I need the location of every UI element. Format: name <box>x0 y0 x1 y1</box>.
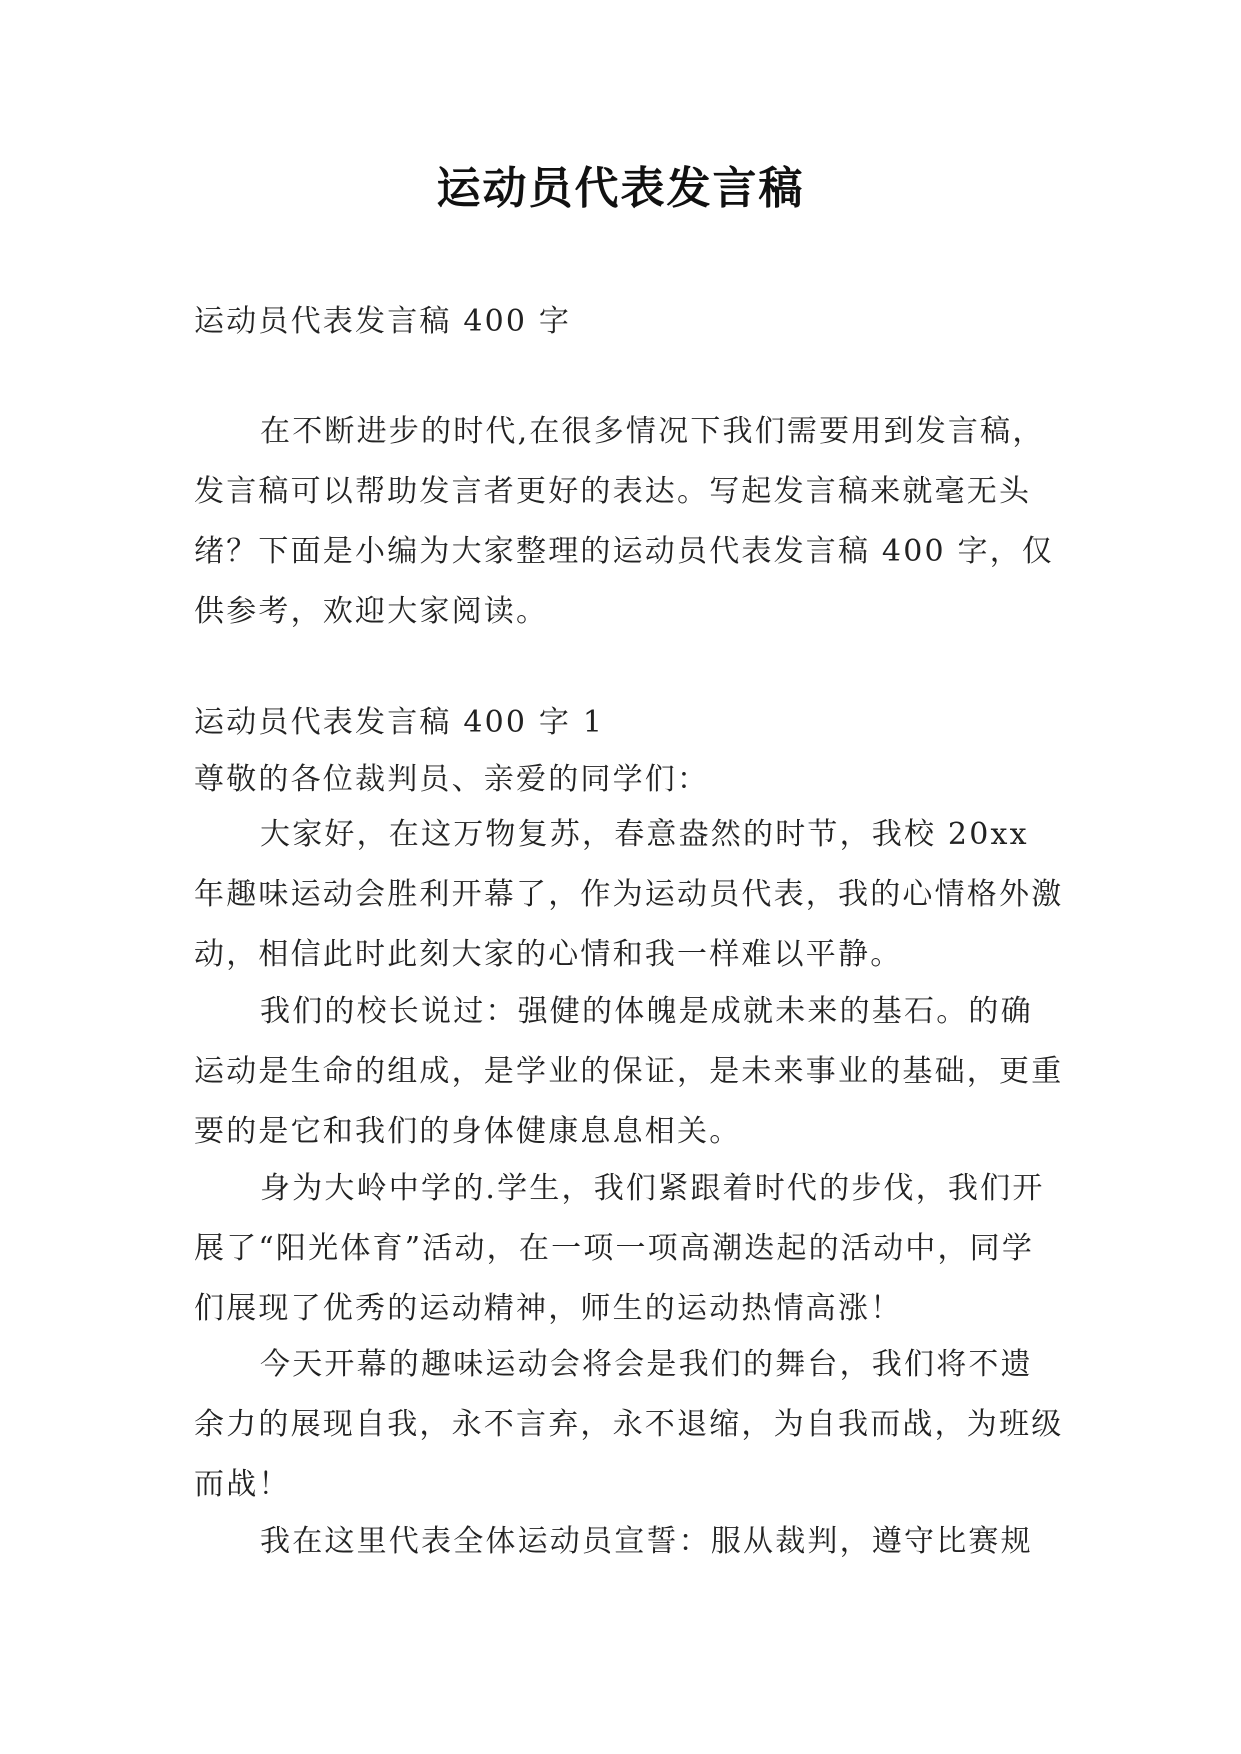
intro-paragraph: 在不断进步的时代,在很多情况下我们需要用到发言稿，发言稿可以帮助发言者更好的表达。写起发言稿来就毫无头绪？下面是小编为大家整理的运动员代表发言稿 400 字，仅供参考，欢迎大家阅读。 <box>194 414 1055 629</box>
greeting-line: 尊敬的各位裁判员、亲爱的同学们： <box>194 762 710 797</box>
document-subtitle: 运动员代表发言稿 400 字 <box>194 304 572 339</box>
section-heading: 运动员代表发言稿 400 字 1 <box>194 705 605 740</box>
body-paragraph: 我们的校长说过：强健的体魄是成就未来的基石。的确运动是生命的组成，是学业的保证，是未来事业的基础，更重要的是它和我们的身体健康息息相关。 <box>194 994 1064 1149</box>
body-paragraph: 身为大岭中学的.学生，我们紧跟着时代的步伐，我们开展了“阳光体育”活动，在一项一项高潮迭起的活动中，同学们展现了优秀的运动精神，师生的运动热情高涨！ <box>194 1171 1045 1326</box>
page-title: 运动员代表发言稿 <box>436 163 805 214</box>
body-paragraph: 大家好，在这万物复苏，春意盎然的时节，我校 20xx 年趣味运动会胜利开幕了，作为运动员代表，我的心情格外激动，相信此时此刻大家的心情和我一样难以平静。 <box>194 817 1064 972</box>
body-paragraph: 今天开幕的趣味运动会将会是我们的舞台，我们将不遗余力的展现自我，永不言弃，永不退缩，为自我而战，为班级而战！ <box>194 1347 1064 1502</box>
body-paragraph: 我在这里代表全体运动员宣誓：服从裁判，遵守比赛规 <box>260 1524 1033 1559</box>
